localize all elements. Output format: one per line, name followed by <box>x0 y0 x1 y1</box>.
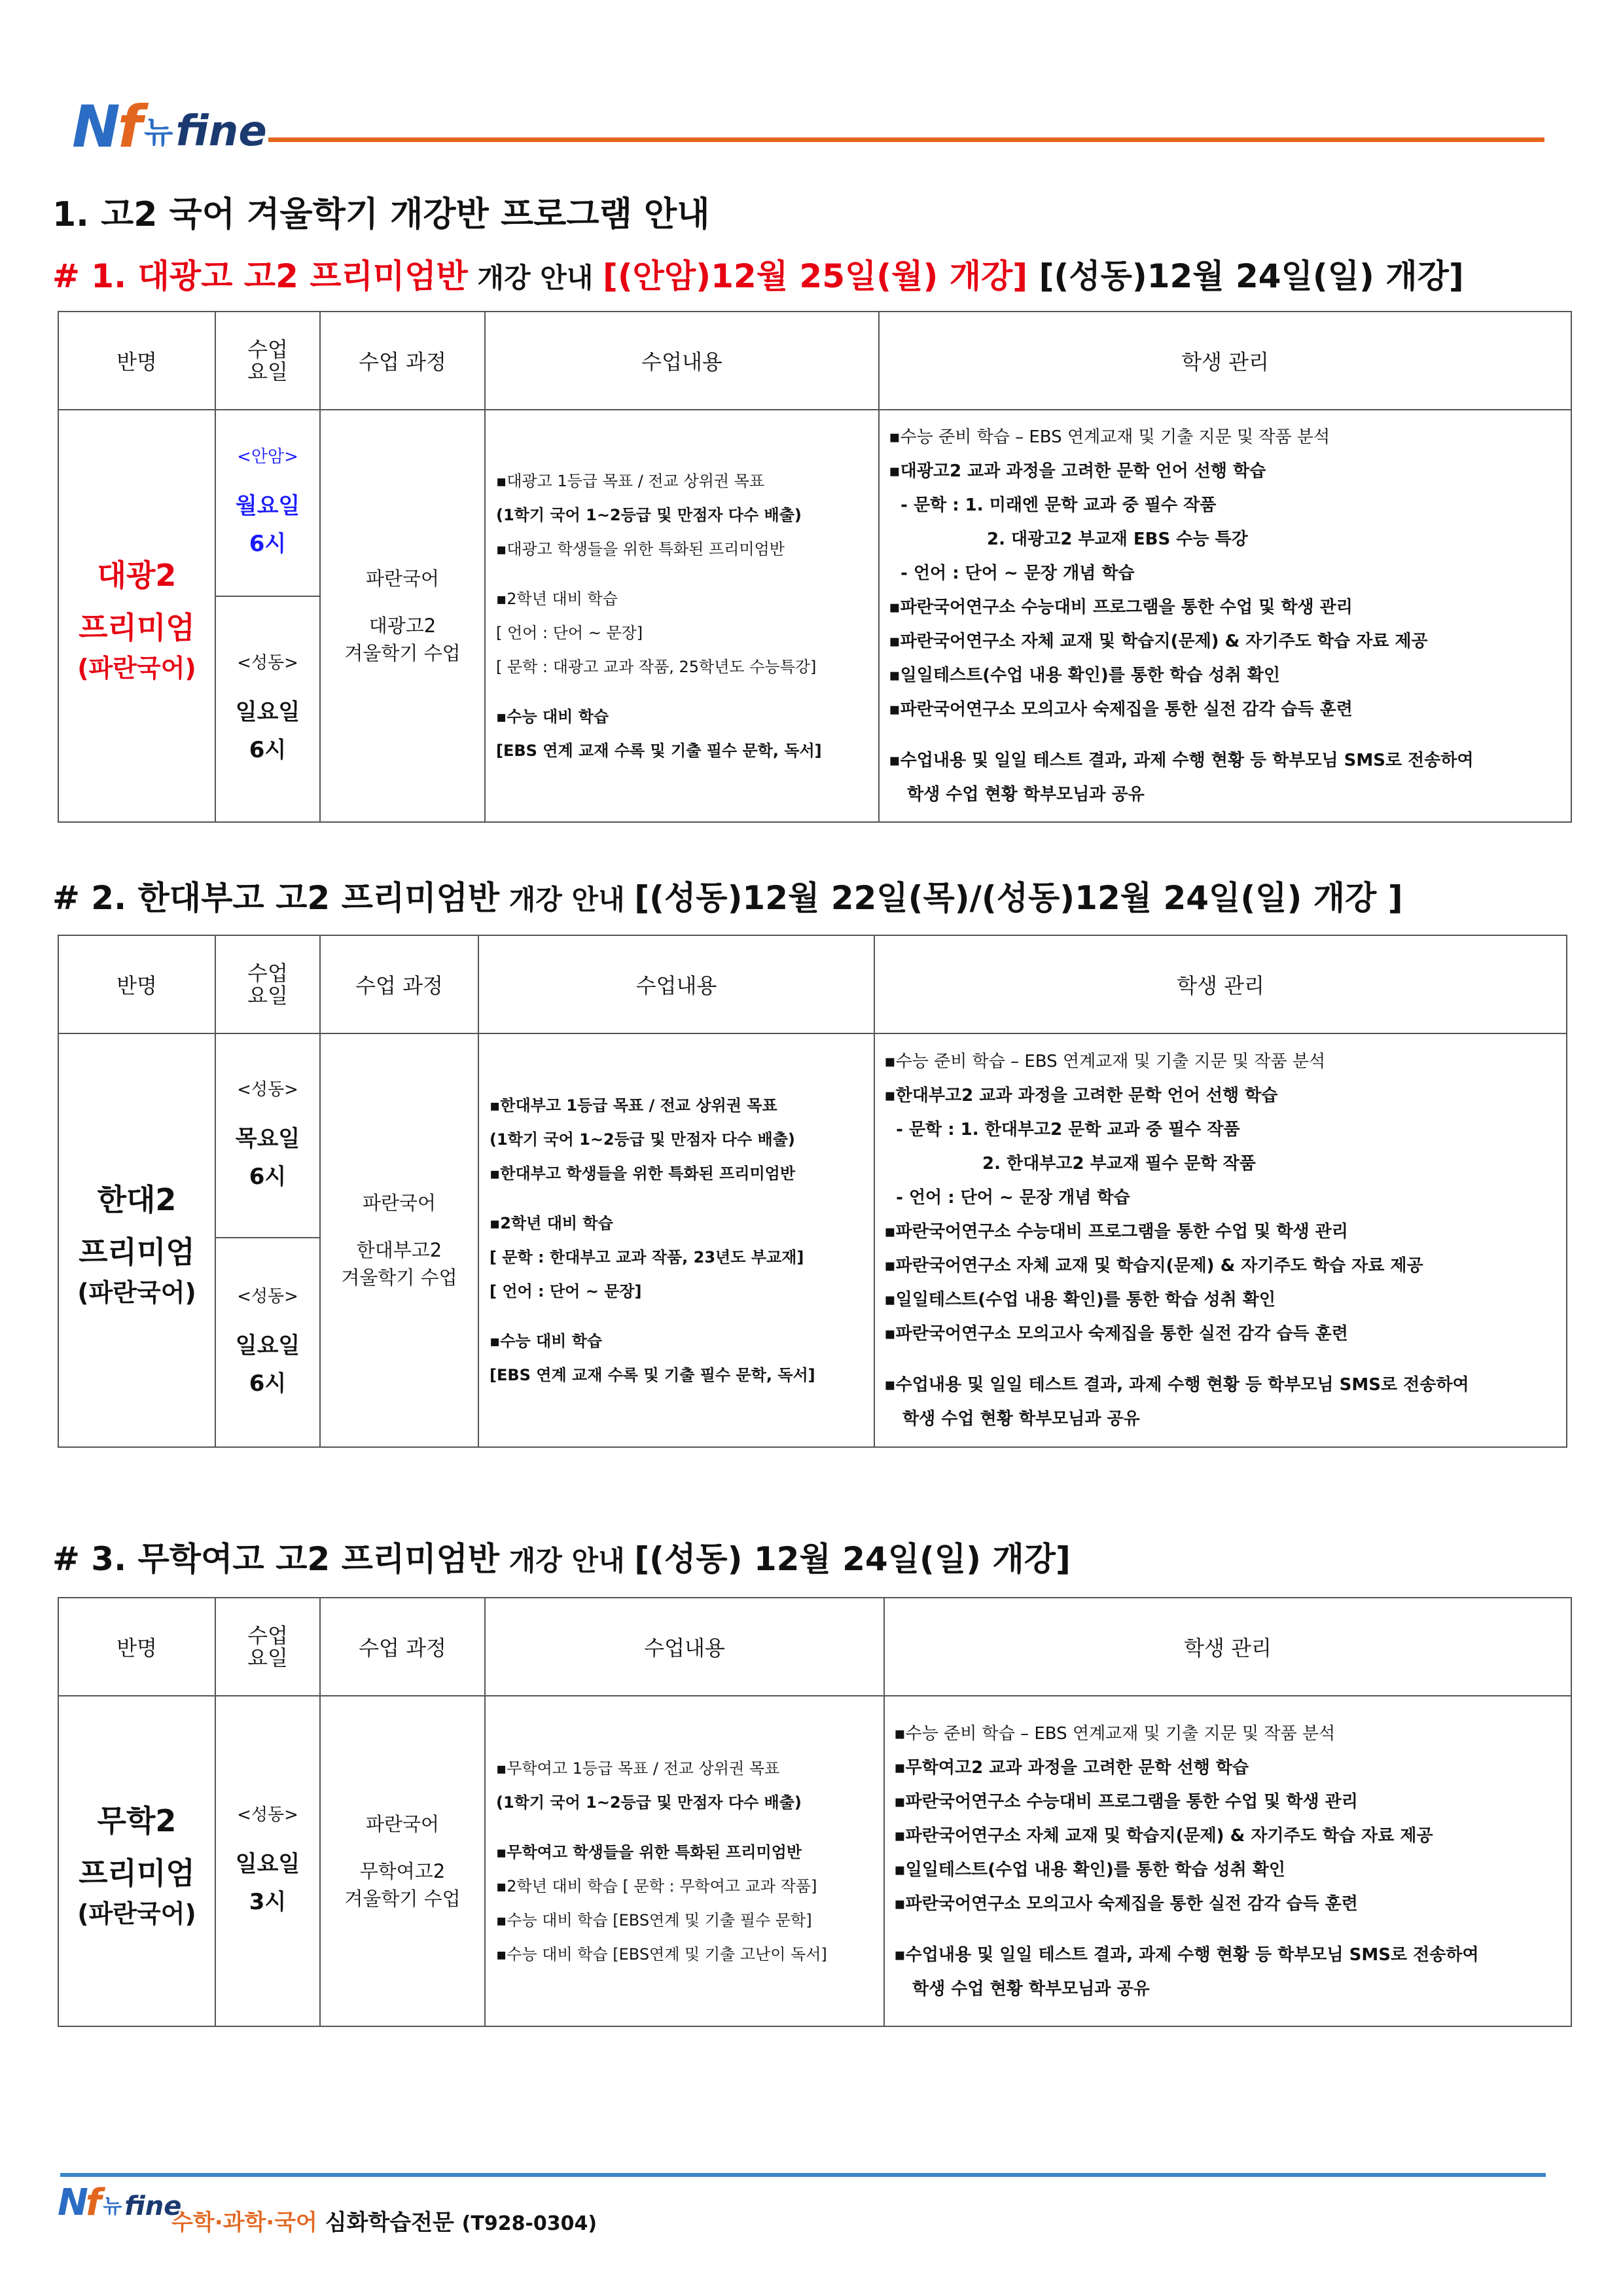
content-cell: ▪대광고 1등급 목표 / 전교 상위권 목표 (1학기 국어 1~2등급 및 만점자 다수 배출) ▪대광고 학생들을 위한 특화된 프리미엄반 ▪2학년 대비 학습 [ 언어 : 단어 ~ 문장] [ 문학 : 대광고 교과 작품, 25학년도 수능특강] ▪수능 대비 학습 [EBS 연계 교재 수록 및 기출 필수 문학, 독서] <box>485 410 879 822</box>
footer-phone: (T928-0304) <box>461 2212 597 2235</box>
management-cell: ▪수능 준비 학습 – EBS 연계교재 및 기출 지문 및 작품 분석 ▪한대부고2 교과 과정을 고려한 문학 언어 선행 학습 - 문학 : 1. 한대부고2 문학 교과 중 필수 작품 2. 한대부고2 부교재 필수 문학 작품 - 언어 : 단어 ~ 문장 개념 학습 ▪파란국어연구소 수능대비 프로그램을 통한 수업 및 학생 관리 ▪파란국어연구소 자체 교재 및 학습지(문제) & 자기주도 학습 자료 제공 ▪일일테스트(수업 내용 확인)를 통한 학습 성취 확인 ▪파란국어연구소 모의고사 숙제집을 통한 실전 감각 습득 훈련 ▪수업내용 및 일일 테스트 결과, 과제 수행 현황 등 학부모님 SMS로 전송하여 학생 수업 현황 학부모님과 공유 <box>874 1033 1567 1447</box>
header-class-day: 수업 요일 <box>215 1598 320 1696</box>
content-cell: ▪무학여고 1등급 목표 / 전교 상위권 목표 (1학기 국어 1~2등급 및 만점자 다수 배출) ▪무학여고 학생들을 위한 특화된 프리미엄반 ▪2학년 대비 학습 [ 문학 : 무학여고 교과 작품] ▪수능 대비 학습 [EBS연계 및 기출 필수 문학] ▪수능 대비 학습 [EBS연계 및 기출 고난이 독서] <box>485 1696 884 2026</box>
class-name-cell: 무학2 프리미엄 (파란국어) <box>58 1696 215 2026</box>
header-class-name: 반명 <box>58 312 215 410</box>
header-content: 수업내용 <box>485 312 879 410</box>
header-class-day: 수업 요일 <box>215 312 320 410</box>
class-day-slot-2: <성동> 일요일 6시 <box>215 596 320 822</box>
header-course: 수업 과정 <box>320 935 478 1033</box>
footer-divider <box>60 2173 1546 2177</box>
section-1-title: # 1. 대광고 고2 프리미엄반 개강 안내 [(안암)12월 25일(월) 개강] [(성동)12월 24일(일) 개강] <box>52 257 1464 295</box>
footer-logo <box>58 2181 182 2224</box>
header-management: 학생 관리 <box>879 312 1571 410</box>
class-name-cell: 대광2 프리미엄 (파란국어) <box>58 410 215 822</box>
header-content: 수업내용 <box>478 935 874 1033</box>
course-cell: 파란국어 무학여고2 겨울학기 수업 <box>320 1696 485 2026</box>
course-cell: 파란국어 한대부고2 겨울학기 수업 <box>320 1033 478 1447</box>
class-day-slot-1: <성동> 목요일 6시 <box>215 1033 320 1238</box>
header-divider <box>268 137 1544 142</box>
class-day-slot-1: <성동> 일요일 3시 <box>215 1696 320 2026</box>
header-class-day: 수업 요일 <box>215 935 320 1033</box>
nf-logo-mark: Nf <box>72 93 140 160</box>
management-cell: ▪수능 준비 학습 – EBS 연계교재 및 기출 지문 및 작품 분석 ▪무학여고2 교과 과정을 고려한 문학 선행 학습 ▪파란국어연구소 수능대비 프로그램을 통한 수업 및 학생 관리 ▪파란국어연구소 자체 교재 및 학습지(문제) & 자기주도 학습 자료 제공 ▪일일테스트(수업 내용 확인)를 통한 학습 성취 확인 ▪파란국어연구소 모의고사 숙제집을 통한 실전 감각 습득 훈련 ▪수업내용 및 일일 테스트 결과, 과제 수행 현황 등 학부모님 SMS로 전송하여 학생 수업 현황 학부모님과 공유 <box>884 1696 1571 2026</box>
header-content: 수업내용 <box>485 1598 884 1696</box>
course-cell: 파란국어 대광고2 겨울학기 수업 <box>320 410 485 822</box>
nf-logo-mark: Nf <box>58 2181 99 2224</box>
header-management: 학생 관리 <box>874 935 1567 1033</box>
class-day-slot-2: <성동> 일요일 6시 <box>215 1238 320 1447</box>
logo-fine: fine <box>124 2191 182 2221</box>
logo-korean: 뉴 <box>103 2195 122 2218</box>
header-course: 수업 과정 <box>320 312 485 410</box>
nufine-logo <box>72 93 267 160</box>
program-table-1 <box>58 311 1572 823</box>
logo-fine: fine <box>175 107 267 156</box>
header-class-name: 반명 <box>58 1598 215 1696</box>
header-class-name: 반명 <box>58 935 215 1033</box>
class-name-cell: 한대2 프리미엄 (파란국어) <box>58 1033 215 1447</box>
program-table-2 <box>58 935 1567 1448</box>
footer-text <box>171 2204 597 2236</box>
header-management: 학생 관리 <box>884 1598 1571 1696</box>
footer-subjects: 수학·과학·국어 <box>171 2210 317 2236</box>
page-title: 1. 고2 국어 겨울학기 개강반 프로그램 안내 <box>52 195 710 234</box>
footer-tagline: 심화학습전문 <box>317 2210 462 2236</box>
content-cell: ▪한대부고 1등급 목표 / 전교 상위권 목표 (1학기 국어 1~2등급 및 만점자 다수 배출) ▪한대부고 학생들을 위한 특화된 프리미엄반 ▪2학년 대비 학습 [ 문학 : 한대부고 교과 작품, 23년도 부교재] [ 언어 : 단어 ~ 문장] ▪수능 대비 학습 [EBS 연계 교재 수록 및 기출 필수 문학, 독서] <box>478 1033 874 1447</box>
header-course: 수업 과정 <box>320 1598 485 1696</box>
class-day-slot-1: <안암> 월요일 6시 <box>215 410 320 596</box>
logo-korean: 뉴 <box>143 115 173 150</box>
management-cell: ▪수능 준비 학습 – EBS 연계교재 및 기출 지문 및 작품 분석 ▪대광고2 교과 과정을 고려한 문학 언어 선행 학습 - 문학 : 1. 미래엔 문학 교과 중 필수 작품 2. 대광고2 부교재 EBS 수능 특강 - 언어 : 단어 ~ 문장 개념 학습 ▪파란국어연구소 수능대비 프로그램을 통한 수업 및 학생 관리 ▪파란국어연구소 자체 교재 및 학습지(문제) & 자기주도 학습 자료 제공 ▪일일테스트(수업 내용 확인)를 통한 학습 성취 확인 ▪파란국어연구소 모의고사 숙제집을 통한 실전 감각 습득 훈련 ▪수업내용 및 일일 테스트 결과, 과제 수행 현황 등 학부모님 SMS로 전송하여 학생 수업 현황 학부모님과 공유 <box>879 410 1571 822</box>
section-3-title: # 3. 무학여고 고2 프리미엄반 개강 안내 [(성동) 12월 24일(일) 개강] <box>52 1540 1071 1578</box>
section-2-title: # 2. 한대부고 고2 프리미엄반 개강 안내 [(성동)12월 22일(목)/(성동)12월 24일(일) 개강 ] <box>52 879 1403 917</box>
program-table-3 <box>58 1597 1572 2027</box>
